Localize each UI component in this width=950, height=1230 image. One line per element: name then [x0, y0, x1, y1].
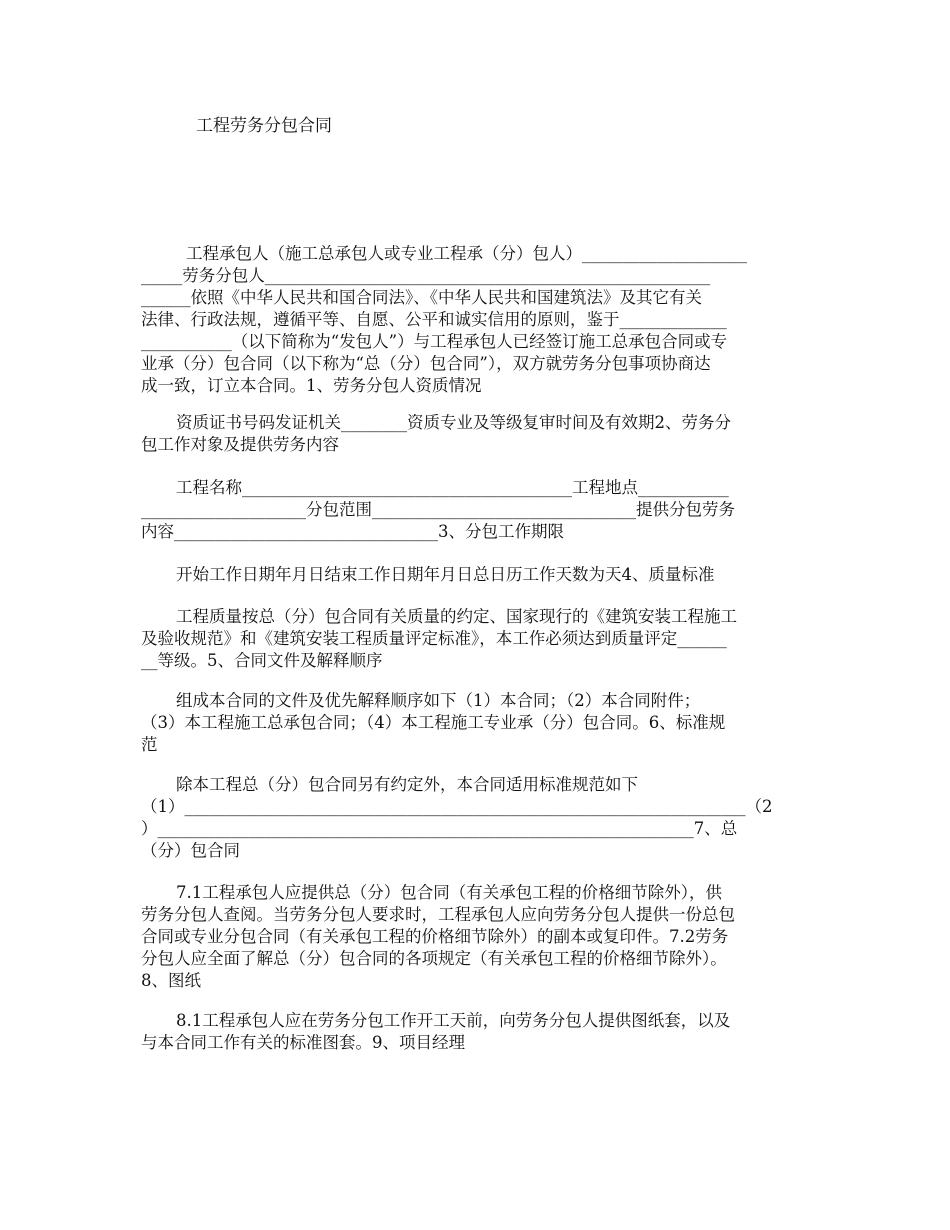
- text-line: 业承（分）包合同（以下称为“总（分）包合同”），双方就劳务分包事项协商达: [141, 354, 711, 373]
- text-line: _____劳务分包人______________________________________________________: [141, 266, 711, 285]
- text-line: （1）____________________________________________________________________（2: [141, 797, 773, 816]
- text-line: 工程名称________________________________________工程地点___________: [176, 478, 729, 497]
- text-line: 包工作对象及提供劳务内容: [141, 435, 339, 454]
- text-line: 成一致，订立本合同。1、劳务分包人资质情况: [141, 376, 482, 395]
- text-line: 资质证书号码发证机关________资质专业及等级复审时间及有效期2、劳务分: [176, 413, 731, 432]
- text-line: 8、图纸: [141, 971, 201, 990]
- text-line: 除本工程总（分）包合同另有约定外，本合同适用标准规范如下: [176, 775, 638, 794]
- text-line: 工程质量按总（分）包合同有关质量的约定、国家现行的《建筑安装工程施工: [176, 607, 737, 626]
- text-line: 7.1工程承包人应提供总（分）包合同（有关承包工程的价格细节除外），供: [176, 883, 722, 902]
- document-title: 工程劳务分包合同: [196, 116, 332, 136]
- text-line: 8.1工程承包人应在劳务分包工作开工天前，向劳务分包人提供图纸套，以及: [176, 1011, 731, 1030]
- text-line: 劳务分包人查阅。当劳务分包人要求时，工程承包人应向劳务分包人提供一份总包: [141, 905, 735, 924]
- text-line: ______依照《中华人民共和国合同法》、《中华人民共和国建筑法》及其它有关: [141, 288, 702, 307]
- text-line: 及验收规范》和《建筑安装工程质量评定标准》，本工作必须达到质量评定______: [141, 629, 727, 648]
- text-line: 开始工作日期年月日结束工作日期年月日总日历工作天数为天4、质量标准: [176, 565, 715, 584]
- text-line: （分）包合同: [141, 841, 240, 860]
- text-line: ）_________________________________________________________________7、总: [141, 819, 738, 838]
- text-line: 组成本合同的文件及优先解释顺序如下（1）本合同；（2）本合同附件；: [176, 691, 701, 710]
- text-line: 范: [141, 735, 158, 754]
- text-line: 工程承包人（施工总承包人或专业工程承（分）包人）____________________: [186, 244, 747, 263]
- text-line: 分包人应全面了解总（分）包合同的各项规定（有关承包工程的价格细节除外）。: [141, 949, 727, 968]
- text-line: （3）本工程施工总承包合同；（4）本工程施工专业承（分）包合同。6、标准规: [141, 713, 726, 732]
- text-line: 内容________________________________3、分包工作期限: [141, 522, 564, 541]
- text-line: ____________________分包范围________________________________提供分包劳务: [141, 500, 735, 519]
- text-line: __等级。5、合同文件及解释顺序: [141, 651, 383, 670]
- text-line: 合同或专业分包合同（有关承包工程的价格细节除外）的副本或复印件。7.2劳务: [141, 927, 729, 946]
- text-line: 与本合同工作有关的标准图套。9、项目经理: [141, 1033, 465, 1052]
- text-line: ___________（以下简称为“发包人”）与工程承包人已经签订施工总承包合同或专: [141, 332, 728, 351]
- text-line: 法律、行政法规，遵循平等、自愿、公平和诚实信用的原则，鉴于_____________: [141, 310, 727, 329]
